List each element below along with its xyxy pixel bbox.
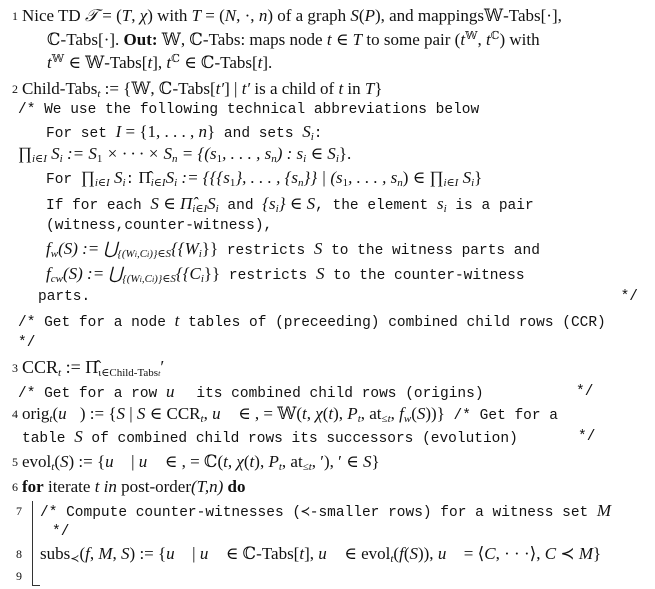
- comment-abbreviations: /* We use the following technical abbreviations below: [18, 102, 480, 118]
- algo-line-output: ℂ-Tabs[·]. Out: 𝕎, ℂ-Tabs: maps node t ∈ T to some pair ($t^𝕎$, $t^ℂ$) with: [47, 30, 540, 49]
- algo-line-child-tabs: Child-Tabs$_t$ := {𝕎, ℂ-Tabs[t′] | t′ is a child of t in T}: [22, 79, 383, 100]
- comment-fcw-def: $f_{cw}(S)$ := $⋃_{\{(Wi,Ci)\}\in S}\{\{C_i\}\}$ restricts S to the counter-witness: [46, 264, 525, 285]
- line-number-1: 1: [12, 9, 18, 23]
- comment-ccr-end: */: [18, 335, 36, 351]
- algo-line-orig: orig$_t$(u⃗) := {S | S ∈ $CCR_t$, u⃗ ∈ , = 𝕎(t, χ(t), $P_t$, $at_{\le t}$, $f_w(S)$)} /* Get for a: [22, 404, 558, 425]
- comment-parts: parts. */: [38, 289, 638, 305]
- algo-line-input: Nice TD 𝒯 = (T, χ) with T = (N, ·, n) of a graph S(P), and mappings𝕎-Tabs[·],: [22, 6, 562, 25]
- line-number-8: 8: [16, 547, 22, 561]
- line-number-7: 7: [16, 504, 22, 518]
- loop-body-bar-foot: [32, 585, 40, 586]
- algo-line-evol: evol$_t$(S) := {u⃗ | u⃗ ∈ , = ℂ(t, χ(t), $P_t$, $at_{\le t}$, ′), ′ ∈ S}: [22, 452, 380, 473]
- comment-counter-witnesses: /* Compute counter-witnesses (≺-smaller rows) for a witness set M: [40, 501, 612, 521]
- comment-pair-condition: If for each S ∈ $\Pî_{i\in I}S_i$ and $\{s_i\}$ ∈ S, the element $s_i$ is a pair: [46, 194, 534, 215]
- comment-product-def: $\prod_{i\in I}$ $S_i$ := $S_1$ × · · · × $S_n = \{(s_1$, . . . , $s_n$) : $s_i$ ∈ $S_i$}.: [18, 144, 352, 165]
- comment-ccr: /* Get for a node t tables of (preceeding) combined child rows (CCR): [18, 311, 606, 331]
- comment-counter-witnesses-end: */: [52, 524, 70, 540]
- line-number-9: 9: [16, 569, 22, 583]
- line-number-6: 6: [12, 480, 18, 494]
- comment-evolution: table S of combined child rows its successors (evolution) */: [22, 427, 596, 447]
- line-number-5: 5: [12, 455, 18, 469]
- algo-line-ccr: $CCR_t$ := $\Pî_{\iota\in Child-Tabst}'$: [22, 357, 165, 379]
- comment-origins: /* Get for a row u⃗ its combined child rows (origins) */: [18, 382, 594, 402]
- comment-hat-product-def: For $\prod_{i\in I}$ $S_i$: $\Pî_{i\in I}S_i$ := {{$\{s_1\}$, . . . , $\{s_n\}$} | ($s_1$, . . . , $s_n$) ∈ $\prod_{i\in I}$ $S_i$}: [46, 168, 483, 189]
- algo-line-subs: subs$_≺$(f, M, S) := {u⃗ | u⃗ ∈ ℂ-Tabs[t], u⃗ ∈ evol$_t$(f(S)), u⃗ = ⟨C, · · ·⟩, C ≺ M}: [40, 544, 602, 565]
- algo-line-for-loop: for iterate t in post-order(T,n) do: [22, 477, 246, 496]
- algo-line-output-cont: $t^𝕎$ ∈ 𝕎-Tabs[t], $t^ℂ$ ∈ ℂ-Tabs[t].: [47, 53, 273, 72]
- comment-pair-type: (witness,counter-witness),: [46, 218, 273, 234]
- loop-body-bar: [32, 501, 33, 586]
- comment-fw-def: $f_w(S)$ := $⋃_{\{(Wi,Ci)\}\in S}\{\{W_i\}\}$ restricts S to the witness parts and: [46, 239, 540, 260]
- comment-set-def: For set I = {1, . . . , n} and sets $S_i$:: [46, 122, 323, 143]
- line-number-2: 2: [12, 82, 18, 96]
- line-number-3: 3: [12, 361, 18, 375]
- line-number-4: 4: [12, 407, 18, 421]
